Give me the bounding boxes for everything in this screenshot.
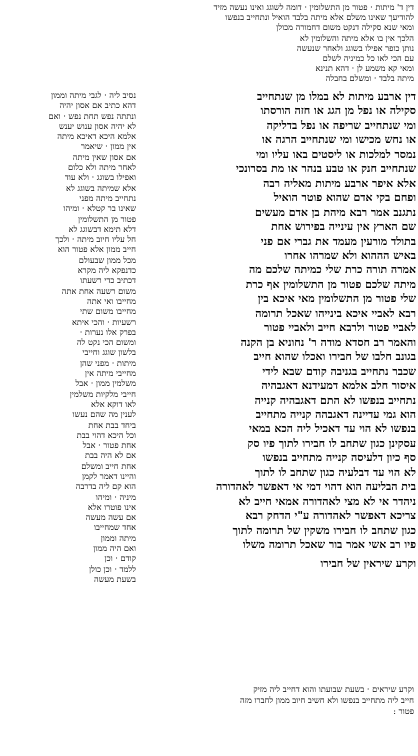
commentary-left-line: אלמא היכא דאיכא מיתה [57,131,136,142]
main-text-line: אלא איפר ארבע מיתות מאליה רבה [263,176,416,190]
main-text-line: איסור חלב אלמא דמעידנא דאגבהיה [261,379,416,393]
commentary-top-line: דין ד' מיתות · פטור מן התשלומין · דומה לשוגג ואינו נעשה מזיד [213,2,414,12]
commentary-left-line: ומשום הכי נקט לה [76,337,136,348]
commentary-left-line: נתחייב מיתה מפני [79,192,136,203]
main-text-line: ומי שנתחייב שריפה או נפל בדליקה [266,118,416,132]
main-text-line: ופחם בקי אדם שהוא פוטר הואיל [273,191,416,205]
main-text-line: סף כיון דלעיסה קנייה מתחייב בנפשו [262,451,416,465]
main-text-line: דין ארבע מיתות לא במלו מן שנתחייב [257,90,416,103]
commentary-left-line: וכל היכא דהוי בבת [76,429,136,440]
commentary-top-line: להודיעך שאינו משלם אלא מיתה בלבד הואיל ונתחייב בנפשו [225,12,414,23]
commentary-left-line: ואפילו בשוגג · ולא עוד [64,172,136,183]
commentary-left-line: חל עליו חיוב מיתה · ולכך [55,234,136,245]
commentary-left-line: בשעת מעשה [94,573,136,584]
commentary-top-line: הלכך אין בו אלא מיתה והשלומין לא [299,32,414,43]
main-text-line: ניהדר אי לא מצי לאהדורה אמאי חייב לא [238,494,416,508]
commentary-left-line: שאינו בר קטלא · ומיהו [63,203,136,214]
commentary-left-line: קודם · וכן [104,553,136,564]
main-text-line: סקילה או נפל מן הגג או חזה הורסתו [260,104,416,118]
commentary-left-line: מיתות · מפני שהן [79,357,136,368]
commentary-left-line: לאחר מיתה ולא כלום [68,162,136,173]
commentary-bottom [4,684,414,754]
main-text-line: רבא לאביי איכא בינייהו שאכל תרומה [255,306,416,320]
commentary-bottom-line: וקרע שיראים · בשעת שבועתו והוא דחייב ליה מזיק [253,684,414,694]
commentary-top-line: נותן כופר אפילו בשוגג ולאחר שנעשה [296,42,414,53]
main-text-line: נמסר למלכות או ליסטים באו עליו ומי [256,147,416,161]
commentary-left-line: מחייבו ואי אתה [86,295,136,306]
commentary-left-line: ללמד · וכן כולן [88,563,136,574]
commentary-left-line: בלשון שוגג וחייבי [82,347,136,358]
main-text-line: פיו רב אשי אמר בור שאכל תרומה משלו [242,538,416,552]
main-text-line: בגונב חלבו של חבירו ואכלו שהוא חייב [253,350,416,364]
commentary-left-line: אחת פטור · אבל [82,440,136,451]
commentary-left-line: אינו פוטרו אלא [87,501,136,512]
commentary-top [4,2,414,88]
commentary-bottom-line: חייב ליה מתחייב בנפשו ולא חשיב חיוב ממון לחברו מזה [240,695,414,705]
main-text-line: כגון שתחב לו חבירו משקין של תרומה לתוך [232,523,416,537]
commentary-left-line: אם לא היה בבת [84,450,136,461]
commentary-left-line: מחייבו משום שתי [79,306,136,317]
commentary-left-line: לענין מה שהם נעשו [72,409,136,420]
main-text-line: שם הארץ אין עינייה בפירוש אחת [271,220,416,234]
main-text-line: או נחש מכישו ומי שנתחייב הרגה או [261,133,416,147]
commentary-top-line: מיתה בלבד · ומשלם בחבלה [325,73,414,84]
commentary-left-line: דכתיב כדי רשעתו [80,275,136,286]
main-text-line: בית הבליעה הוא דהוי דמי אי דאפשר לאהדורה [216,480,416,494]
main-text-line: אמרה תורה כרת שלי כמיתה שלכם מה [248,263,416,277]
commentary-left-line: רשעיות · והכי איתא [71,316,136,327]
main-text-line: שנתחייב חנק או טבע בנהר או מת בסרונכי [235,162,416,176]
main-text-line: בנפשו לא הוי עד דאכיל ליה הכא במאי [249,422,416,436]
commentary-left-line: משלמין ממון · אבל [75,378,136,389]
commentary-left-line: פטור מן התשלומין [77,213,136,224]
main-text-line: עסקינן כגון שתחב לו חבירו לתוך פיו סק [247,436,416,450]
main-text-line: לא הוי עד דבלעיה כגון שתחב לו לתוך [254,465,416,479]
main-text-line: הוא גמי עדיינה דאגבהה קנייה מתחייב [255,407,416,421]
commentary-left-line: לאו דוקא אלא [90,398,136,409]
commentary-top-line: ומאי שנא סקילה דנקט משום דחמורה מכולן [276,22,414,33]
commentary-left-line: בפרק אלו נערות · [79,326,136,337]
commentary-left-line: אלא שמיתה בשוגג לא [66,182,136,193]
commentary-left-line: מכל ממון שבעולם [78,254,136,265]
commentary-left-line: לא יהיה אסון ענוש יענש [58,120,136,131]
commentary-left-line: ואם היה ממון [93,543,136,554]
commentary-left-line: והיינו דאמר לקמן [82,470,136,481]
main-text-line: לאביי פטור ולרבא חייב ולאביי פטור [264,321,416,335]
main-text-line: שלי פטור מן התשלומין מאי איכא בין [257,292,416,306]
main-text-line: באיש הההוא ולא שמרהו אחרו [284,248,416,262]
commentary-left-line: ביחד בבת אחת [88,419,136,430]
commentary-top-line: עם הכי לאו כל כמיניה לשלם [322,53,414,64]
commentary-left-line: חייב ממון אלא פטור הוא [57,244,136,255]
commentary-left-line: אחד שמחייבו [93,522,136,533]
commentary-left-line: מיתה וממון [100,532,136,543]
commentary-left-line: אם עשה מעשה [85,512,136,523]
main-text-line: מיתה שלכם פטור מן התשלומין אף כרת [245,277,416,291]
commentary-bottom-line: פטור : [393,706,414,716]
commentary-left-line: אין ממון · שיאמר [80,141,136,152]
main-text [138,90,416,680]
commentary-left-line: אחת חייב ומשלם [81,460,136,471]
commentary-left [4,90,136,638]
main-text-line: נתחייב בנפשו לא התם דאגבהיה קנייה [254,393,416,407]
main-text-line: שכבר נתחייב בגניבה קודם שבא לידי [262,364,416,378]
commentary-left-line: דלא תימא דבשוגג לא [68,223,136,234]
main-text-final-line: וקרע שיראין של חבירו [320,556,416,570]
commentary-left-line: משום רשעה אחת אתה [61,285,136,296]
main-text-line: בתולד מורעין מעמד את גברי אם פני [260,234,416,248]
main-text-line: צריכא דאפשר לאהדורה ע"י הדחק רבא [245,509,416,523]
commentary-left-line: אם אסון שאין מיתה [72,151,136,162]
commentary-left-line: חייבי מלקיות משלמין [69,388,136,399]
main-text-line: נתגנב אמר רבא מיהת בן אדם מעשים [255,205,416,219]
commentary-left-line: מחייבי מיתה אין [84,368,136,379]
commentary-top-line: ומאי קא משמע לן · דהא תנינא [315,63,414,74]
commentary-left-line: דהא כתיב אם אסון יהיה [59,100,136,111]
commentary-left-line: כדנפקא ליה מקרא [77,265,136,276]
commentary-left-line: ונתתה נפש תחת נפש · ואם [48,110,136,121]
commentary-left-line: הוא קם ליה בדרבה [75,481,136,492]
commentary-left-line: מיניה · ומיהו [95,491,136,502]
main-text-line: והאמר רב חסדא מודה ר' נחוניא בן הקנה [240,335,416,349]
commentary-left-line: נסיב ליה · לגבי מיתה וממון [50,90,136,100]
